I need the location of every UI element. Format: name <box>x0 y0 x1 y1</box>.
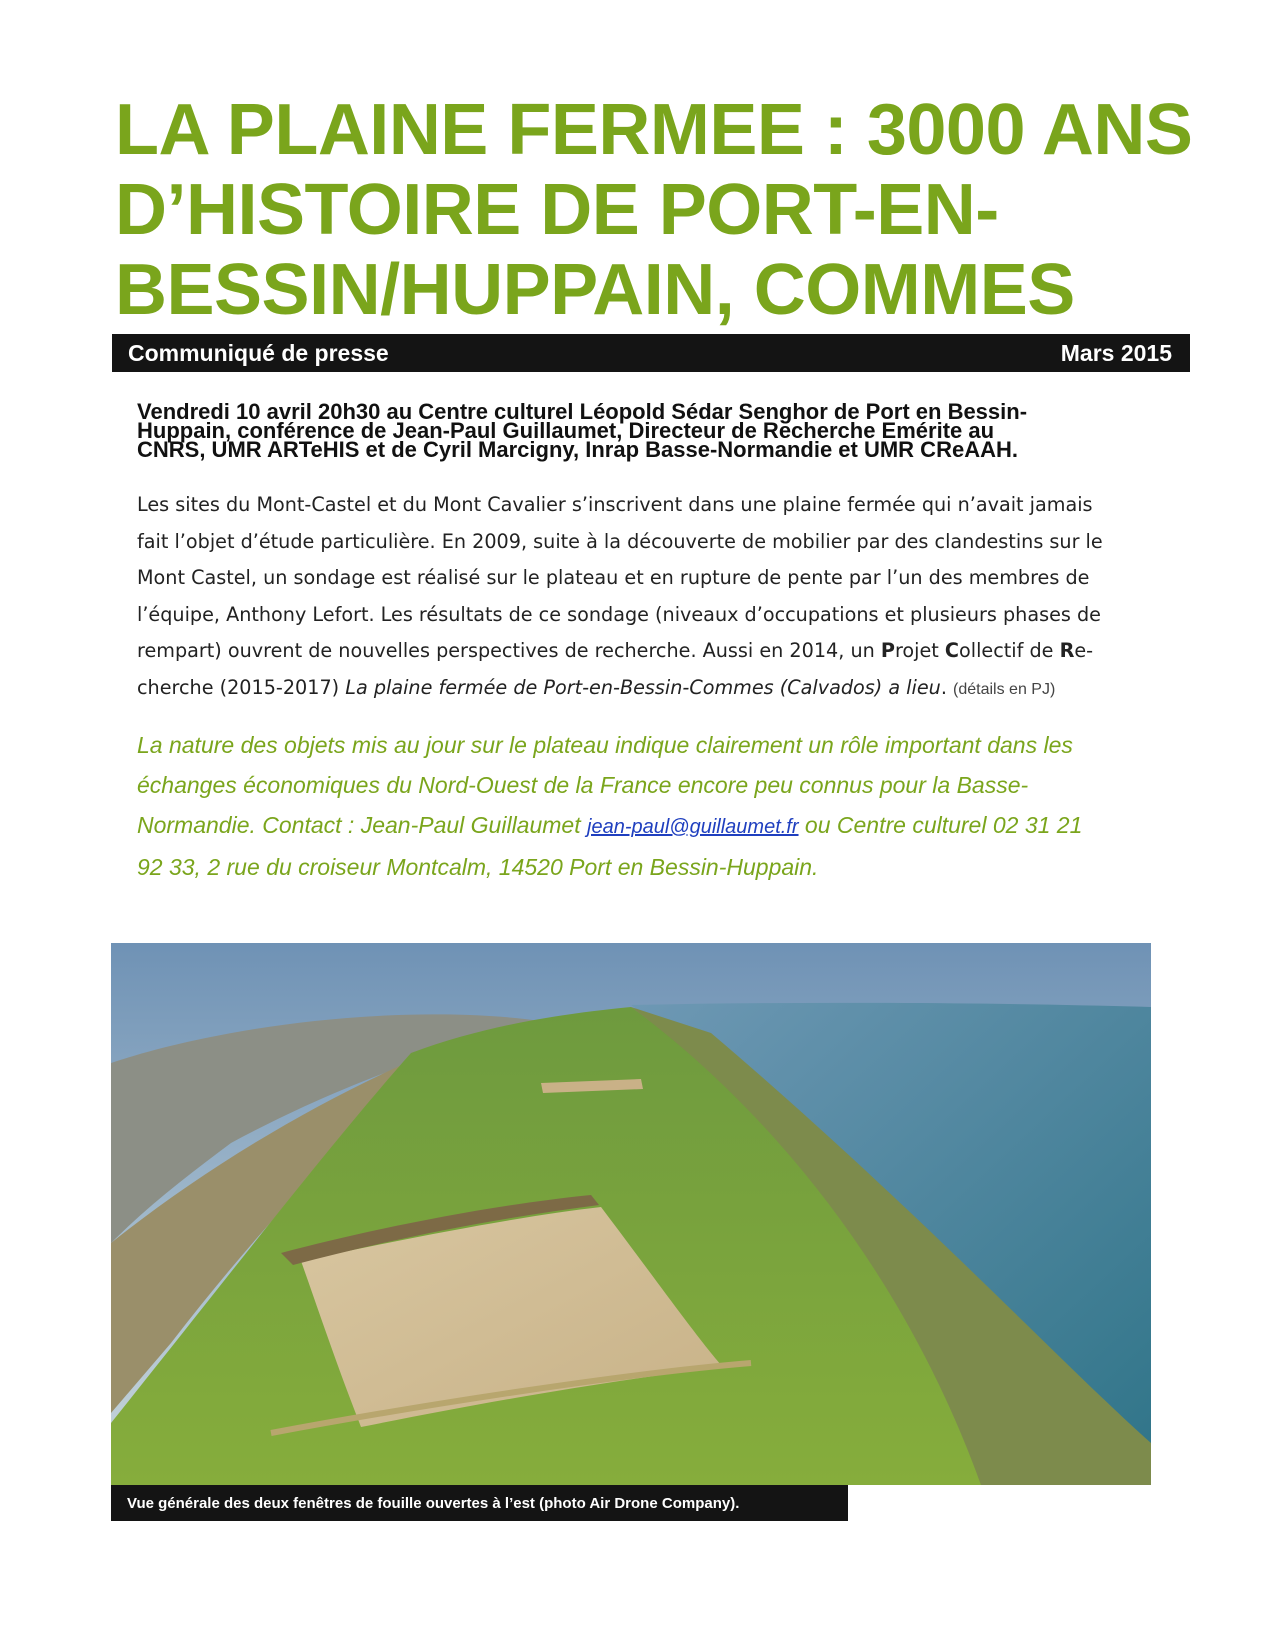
body-paragraph <box>137 487 1187 708</box>
body-line-6 <box>137 670 1187 709</box>
intro-line-3: CNRS, UMR ARTeHIS et de Cyril Marcigny, Inrap Basse-Normandie et UMR CReAAH. <box>137 437 1018 462</box>
photo-caption-bar <box>111 1485 848 1521</box>
body-line-6-period: . <box>940 675 954 699</box>
body-line-5-end: e- <box>1074 639 1094 662</box>
body-line-3: Mont Castel, un sondage est réalisé sur le plateau et en rupture de pente par l’un des membres de <box>137 566 1090 589</box>
pcr-initial-r: R <box>1059 639 1075 662</box>
body-line-5-collectif: ollectif de <box>959 639 1060 662</box>
contact-text: Normandie. Contact : Jean-Paul Guillaumet <box>137 812 587 838</box>
press-release-label: Communiqué de presse <box>128 339 389 366</box>
intro-line-2: Huppain, conférence de Jean-Paul Guillaumet, Directeur de Recherche Emérite au <box>137 418 995 443</box>
body-line-1: Les sites du Mont-Castel et du Mont Cavalier s’inscrivent dans une plaine fermée qui n’avait jamais <box>137 493 1093 516</box>
pcr-initial-c: C <box>944 639 960 662</box>
highlight-line-4: 92 33, 2 rue du croiseur Montcalm, 14520 Port en Bessin-Huppain. <box>137 854 819 880</box>
highlight-line-3 <box>137 805 1197 847</box>
press-release-bar <box>112 334 1190 372</box>
phone-text: ou Centre culturel 02 31 21 <box>798 812 1083 838</box>
body-line-6-text: cherche (2015-2017) <box>137 675 346 699</box>
body-line-5 <box>137 633 1187 670</box>
intro-line-1: Vendredi 10 avril 20h30 au Centre culturel Léopold Sédar Senghor de Port en Bessin- <box>137 399 1028 424</box>
body-line-5-projet: rojet <box>894 639 945 662</box>
highlight-line-1: La nature des objets mis au jour sur le plateau indique clairement un rôle important dans les <box>137 732 1073 758</box>
contact-email-link[interactable]: jean-paul@guillaumet.fr <box>587 816 799 838</box>
photo-caption: Vue générale des deux fenêtres de fouille ouvertes à l’est (photo Air Drone Company). <box>127 1494 740 1512</box>
event-announcement <box>137 399 1197 462</box>
document-title <box>115 90 1195 330</box>
title-line-3: BESSIN/HUPPAIN, COMMES <box>115 250 1075 330</box>
body-line-5-text: rempart) ouvrent de nouvelles perspectives de recherche. Aussi en 2014, un <box>137 639 881 662</box>
press-release-date: Mars 2015 <box>1060 339 1172 366</box>
body-line-2: fait l’objet d’étude particulière. En 2009, suite à la découverte de mobilier par des clandestins sur le <box>137 529 1103 553</box>
project-title: La plaine fermée de Port-en-Bessin-Commes (Calvados) a lieu <box>345 675 941 699</box>
title-line-2: D’HISTOIRE DE PORT-EN- <box>115 170 999 250</box>
highlight-line-2: échanges économiques du Nord-Ouest de la France encore peu connus pour la Basse- <box>137 772 1029 798</box>
attachment-note: (détails en PJ) <box>953 680 1056 698</box>
highlight-paragraph <box>137 725 1197 887</box>
body-line-4: l’équipe, Anthony Lefort. Les résultats de ce sondage (niveaux d’occupations et plusieurs phases de <box>137 602 1101 626</box>
aerial-excavation-photo <box>111 943 1151 1485</box>
title-line-1: LA PLAINE FERMEE : 3000 ANS <box>115 90 1193 170</box>
pcr-initial-p: P <box>880 639 895 662</box>
